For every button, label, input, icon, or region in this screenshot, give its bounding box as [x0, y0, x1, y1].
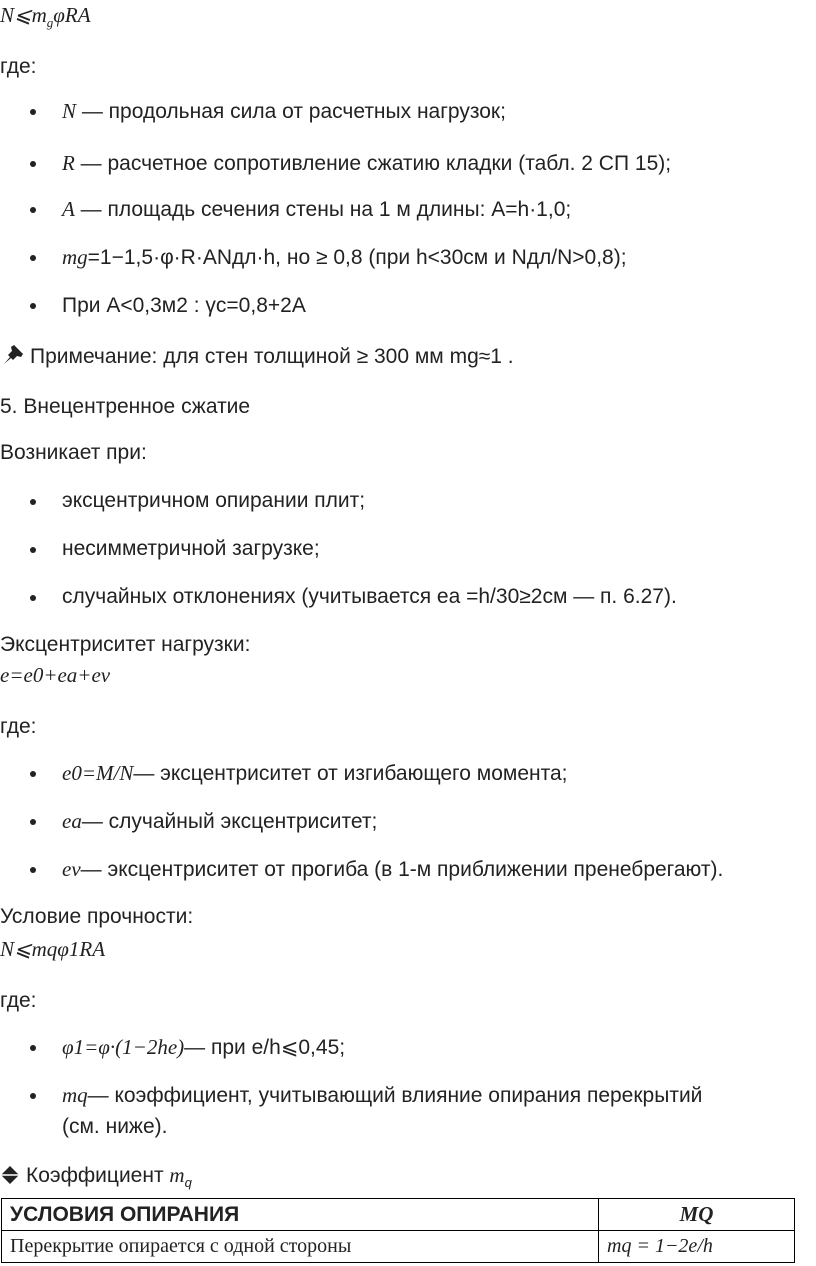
bullet-icon — [30, 595, 36, 601]
var: mg — [62, 245, 88, 269]
pin-icon — [0, 344, 24, 366]
var: A — [62, 197, 75, 221]
bullet-icon — [30, 161, 36, 167]
table-cell: mq = 1−2e/h — [599, 1231, 795, 1263]
bullet-icon — [30, 207, 36, 213]
bullet-icon — [30, 547, 36, 553]
formula-n-leq-mg-phi-ra — [0, 2, 91, 36]
bullet-icon — [30, 1045, 36, 1051]
desc: =1−1,5·φ·R·ANдл·h, но ≥ 0,8 (при h<30см и Nдл/N>0,8); — [87, 246, 627, 269]
formula1-rest: φRA — [53, 3, 91, 27]
desc: — площадь сечения стены на 1 м длины: A=h·1,0; — [74, 198, 572, 221]
var: e0=M/N — [62, 761, 134, 785]
formula1-sub: g — [46, 15, 54, 31]
var: R — [62, 151, 75, 175]
bullet-icon — [30, 499, 36, 505]
formula1-main: N⩽m — [0, 3, 47, 27]
bullet-icon — [30, 1093, 36, 1099]
ecc-title: Эксцентриситет нагрузки: — [0, 633, 251, 656]
bullet-icon — [30, 867, 36, 873]
diamond-icon — [0, 1165, 20, 1185]
table-header: УСЛОВИЯ ОПИРАНИЯ — [2, 1199, 599, 1231]
coef-var: m — [169, 1163, 185, 1187]
desc: — расчетное сопротивление сжатию кладки (табл. 2 СП 15); — [74, 152, 672, 175]
bullet-icon — [30, 109, 36, 115]
ecc-formula: e=e0+ea+ev — [0, 663, 111, 687]
coef-title: Коэффициент — [26, 1164, 170, 1187]
coefficient-table — [1, 1198, 795, 1263]
bullet-icon — [30, 771, 36, 777]
var: N — [62, 99, 77, 123]
table-row — [2, 1231, 795, 1263]
item-text: эксцентричном опирании плит; — [62, 489, 366, 512]
occurs-label: Возникает при: — [0, 441, 147, 464]
desc: — эксцентриситет от прогиба (в 1-м приближении пренебрегают). — [80, 858, 724, 881]
coef-heading — [0, 1162, 192, 1196]
where-label-3: где: — [0, 989, 37, 1012]
strength-title: Условие прочности: — [0, 905, 194, 928]
desc: — коэффициент, учитывающий влияние опирания перекрытий — [87, 1084, 703, 1107]
strength-formula: N⩽mqφ1RA — [0, 937, 106, 961]
note-line — [0, 344, 514, 370]
bullet-icon — [30, 303, 36, 309]
where-label-2: где: — [0, 715, 37, 738]
var: ea — [62, 809, 82, 833]
coef-sub: q — [184, 1175, 192, 1191]
item-text: случайных отклонениях (учитывается ea =h/30≥2см — п. 6.27). — [62, 585, 677, 608]
section-title: 5. Внецентренное сжатие — [0, 395, 251, 418]
var: ev — [62, 857, 81, 881]
table-header-row — [2, 1199, 795, 1231]
var: mq — [62, 1083, 88, 1107]
table-header: MQ — [599, 1199, 795, 1231]
desc: — при e/h⩽0,45; — [184, 1036, 346, 1059]
bullet-icon — [30, 255, 36, 261]
table-cell: Перекрытие опирается с одной стороны — [2, 1231, 599, 1263]
bullet-icon — [30, 819, 36, 825]
desc: (см. ниже). — [62, 1115, 168, 1138]
desc: — эксцентриситет от изгибающего момента; — [133, 762, 568, 785]
desc: При A<0,3м2 : γc=0,8+2A — [62, 294, 306, 317]
desc: — продольная сила от расчетных нагрузок; — [76, 100, 506, 123]
where-label-1: где: — [0, 55, 37, 78]
desc: — случайный эксцентриситет; — [81, 810, 378, 833]
note-text: Примечание: для стен толщиной ≥ 300 мм mg≈1 . — [30, 345, 514, 368]
item-text: несимметричной загрузке; — [62, 537, 320, 560]
var: φ1=φ·(1−2he) — [62, 1035, 185, 1059]
